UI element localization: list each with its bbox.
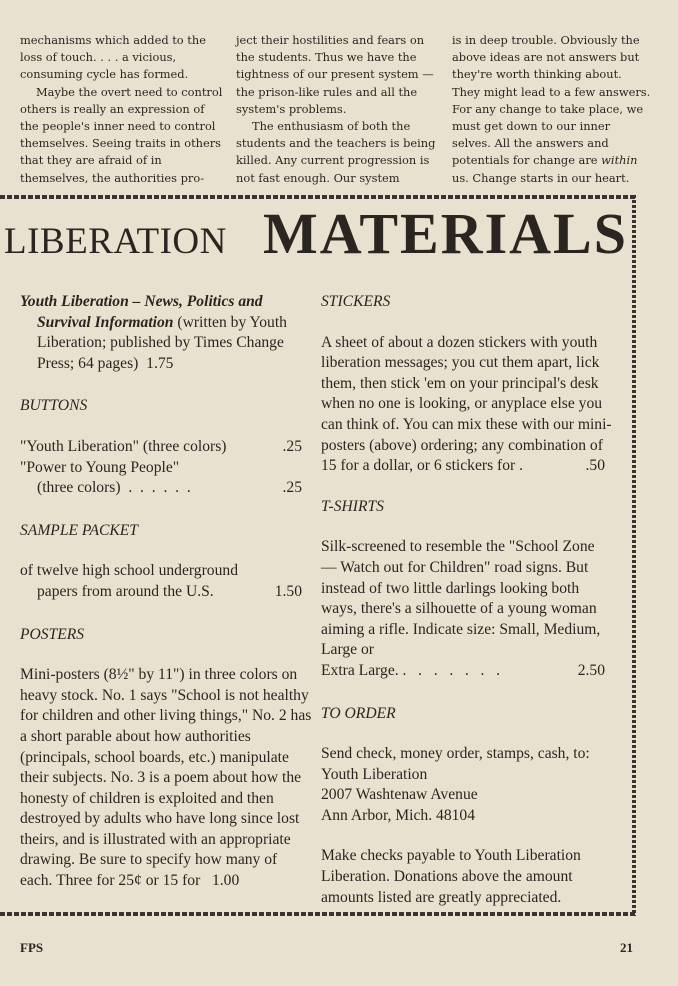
book-title: Youth Liberation – News, Politics and Survival Information bbox=[20, 293, 263, 331]
headline-liberation: LIBERATION bbox=[4, 221, 227, 262]
footer-publisher: FPS bbox=[20, 940, 44, 955]
article-paragraph: Maybe the overt need to control others is really an expression of the people's inner need to control themselves. Seeing traits in others that they are afraid of in themselves, the authorities pro- bbox=[20, 84, 223, 185]
article-text: us. Change starts in our heart. bbox=[452, 170, 630, 185]
order-intro: Send check, money order, stamps, cash, to: bbox=[321, 745, 590, 763]
tshirts-size-label: Extra Large. . . . . . . . bbox=[321, 661, 501, 679]
tshirts-description bbox=[321, 537, 613, 681]
left-column bbox=[20, 292, 312, 892]
section-title-sample-packet: SAMPLE PACKET bbox=[20, 521, 138, 539]
section-title-to-order: TO ORDER bbox=[321, 704, 396, 722]
article-column-3 bbox=[452, 32, 652, 187]
article-paragraph: mechanisms which added to the loss of touch. . . . a vicious, consuming cycle has formed. bbox=[20, 33, 206, 82]
stickers-price: .50 bbox=[585, 457, 605, 475]
book-item bbox=[20, 292, 312, 374]
buttons-list bbox=[20, 437, 312, 499]
order-address-line: Ann Arbor, Mich. 48104 bbox=[321, 806, 476, 824]
tshirts-text: Silk-screened to resemble the "School Zone — Watch out for Children" road signs. But instead of two little darlings looking both ways, there's a silhouette of a young woman aiming a rifle. Indicate size: Small, Medium, Large or bbox=[321, 538, 601, 659]
section-title-tshirts: T-SHIRTS bbox=[321, 497, 384, 515]
button-item-price: .25 bbox=[282, 479, 302, 497]
button-item-price: .25 bbox=[282, 437, 302, 455]
posters-text: Mini-posters (8½" by 11") in three colors on heavy stock. No. 1 says "School is not healthy for children and other living things," No. 2 has a short parable about how authorities (principals, school boards, etc.) manipulate their subjects. No. 3 is a poem about how the honesty of children is exploited and then destroyed by adults who have long since lost theirs, and is illustrated with an appropriate drawing. Be sure to specify how many of each. Three for 25¢ or 15 for bbox=[20, 666, 312, 890]
box-border-right bbox=[632, 195, 636, 916]
section-title-buttons: BUTTONS bbox=[20, 397, 88, 415]
posters-description bbox=[20, 665, 312, 892]
tshirts-price: 2.50 bbox=[577, 661, 605, 679]
list-item bbox=[20, 478, 312, 499]
button-item-label: "Youth Liberation" (three colors) bbox=[20, 437, 227, 455]
order-address-line: Youth Liberation bbox=[321, 765, 428, 783]
section-title-stickers: STICKERS bbox=[321, 293, 391, 310]
book-details: (written by Youth Liberation; published by Times Change Press; 64 pages) bbox=[37, 313, 287, 372]
headline bbox=[2, 201, 662, 276]
section-title-posters: POSTERS bbox=[20, 625, 85, 643]
packet-price: 1.50 bbox=[274, 582, 302, 600]
packet-line: of twelve high school underground bbox=[20, 562, 238, 580]
article-paragraph: The enthusiasm of both the students and the teachers is being killed. Any current progression is not fast enough. Our system bbox=[236, 119, 436, 185]
order-instructions bbox=[321, 744, 613, 908]
posters-price: 1.00 bbox=[211, 872, 240, 890]
box-border-top bbox=[0, 195, 636, 199]
right-column bbox=[321, 292, 613, 908]
packet-line bbox=[20, 582, 312, 603]
book-price: 1.75 bbox=[146, 354, 174, 372]
stickers-text: A sheet of about a dozen stickers with youth liberation messages; you cut them apart, lick them, then stick 'em on your principal's desk when no one is looking, or anyplace else you can think of. You can mix these with our mini-posters (above) ordering; any combination of 15 for a dollar, or 6 stickers for . bbox=[321, 333, 612, 475]
headline-materials: MATERIALS bbox=[263, 201, 628, 266]
stickers-description bbox=[321, 333, 613, 477]
article-emphasis: within bbox=[601, 153, 638, 168]
article-column-1 bbox=[20, 32, 225, 187]
article-column-2 bbox=[236, 32, 441, 187]
packet-label: papers from around the U.S. bbox=[37, 582, 214, 600]
order-address-line: 2007 Washtenaw Avenue bbox=[321, 786, 478, 804]
list-item bbox=[20, 437, 312, 458]
article-paragraph bbox=[452, 32, 652, 187]
list-item: "Power to Young People" bbox=[20, 458, 180, 476]
box-border-bottom bbox=[0, 912, 636, 916]
article-text: is in deep trouble. Obviously the above ideas are not answers but they're worth thinking about. They might lead to a few answers. For any change to take place, we must get down to our inner selves. All the answers and potentials for change are bbox=[452, 33, 651, 168]
article-paragraph: ject their hostilities and fears on the students. Thus we have the tightness of our present system — the prison-like rules and all the system's problems. bbox=[236, 33, 434, 116]
article-continuation bbox=[0, 0, 678, 185]
tshirts-last-line bbox=[321, 661, 613, 682]
page-number: 21 bbox=[620, 940, 633, 955]
packet-item bbox=[20, 561, 312, 602]
order-note: Make checks payable to Youth Liberation Liberation. Donations above the amount amounts listed are greatly appreciated. bbox=[321, 847, 581, 906]
button-item-label: (three colors) . . . . . . bbox=[37, 479, 191, 497]
